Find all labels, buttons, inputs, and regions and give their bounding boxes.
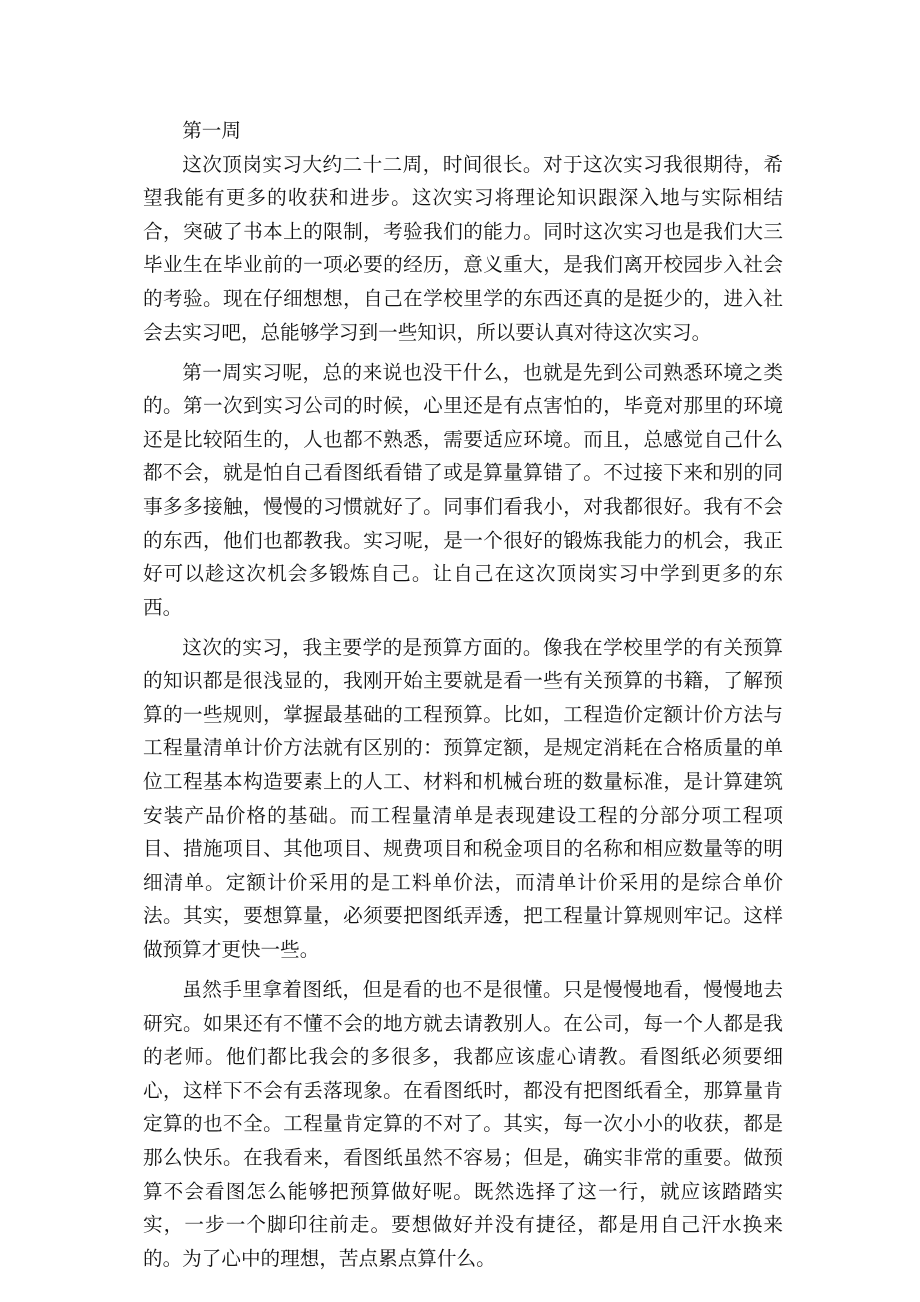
paragraph-4: 虽然手里拿着图纸，但是看的也不是很懂。只是慢慢地看，慢慢地去研究。如果还有不懂不会的地方就去请教别人。在公司，每一个人都是我的老师。他们都比我会的多很多，我都应该虚心请教。看图纸必须要细心，这样下不会有丢落现象。在看图纸时，都没有把图纸看全，那算量肯定算的也不全。工程量肯定算的不对了。其实，每一次小小的收获，都是那么快乐。在我看来，看图纸虽然不容易；但是，确实非常的重要。做预算不会看图怎么能够把预算做好呢。既然选择了这一行，就应该踏踏实实，一步一个脚印往前走。要想做好并没有捷径，都是用自己汗水换来的。为了心中的理想，苦点累点算什么。 bbox=[143, 978, 783, 1270]
document-body bbox=[143, 114, 783, 1282]
paragraph-1: 这次顶岗实习大约二十二周，时间很长。对于这次实习我很期待，希望我能有更多的收获和进步。这次实习将理论知识跟深入地与实际相结合，突破了书本上的限制，考验我们的能力。同时这次实习也是我们大三毕业生在毕业前的一项必要的经历，意义重大，是我们离开校园步入社会的考验。现在仔细想想，自己在学校里学的东西还真的是挺少的，进入社会去实习吧，总能够学习到一些知识，所以要认真对待这次实习。 bbox=[143, 152, 783, 344]
paragraph-2: 第一周实习呢，总的来说也没干什么，也就是先到公司熟悉环境之类的。第一次到实习公司的时候，心里还是有点害怕的，毕竟对那里的环境还是比较陌生的，人也都不熟悉，需要适应环境。而且，总感觉自己什么都不会，就是怕自己看图纸看错了或是算量算错了。不过接下来和别的同事多多接触，慢慢的习惯就好了。同事们看我小，对我都很好。我有不会的东西，他们也都教我。实习呢，是一个很好的锻炼我能力的机会，我正好可以趁这次机会多锻炼自己。让自己在这次顶岗实习中学到更多的东西。 bbox=[143, 360, 783, 619]
week-heading: 第一周 bbox=[182, 119, 241, 142]
paragraph-3: 这次的实习，我主要学的是预算方面的。像我在学校里学的有关预算的知识都是很浅显的，我刚开始主要就是看一些有关预算的书籍，了解预算的一些规则，掌握最基础的工程预算。比如，工程造价定额计价方法与工程量清单计价方法就有区别的：预算定额，是规定消耗在合格质量的单位工程基本构造要素上的人工、材料和机械台班的数量标准，是计算建筑安装产品价格的基础。而工程量清单是表现建设工程的分部分项工程项目、措施项目、其他项目、规费项目和税金项目的名称和相应数量等的明细清单。定额计价采用的是工料单价法，而清单计价采用的是综合单价法。其实，要想算量，必须要把图纸弄透，把工程量计算规则牢记。这样做预算才更快一些。 bbox=[143, 635, 783, 962]
